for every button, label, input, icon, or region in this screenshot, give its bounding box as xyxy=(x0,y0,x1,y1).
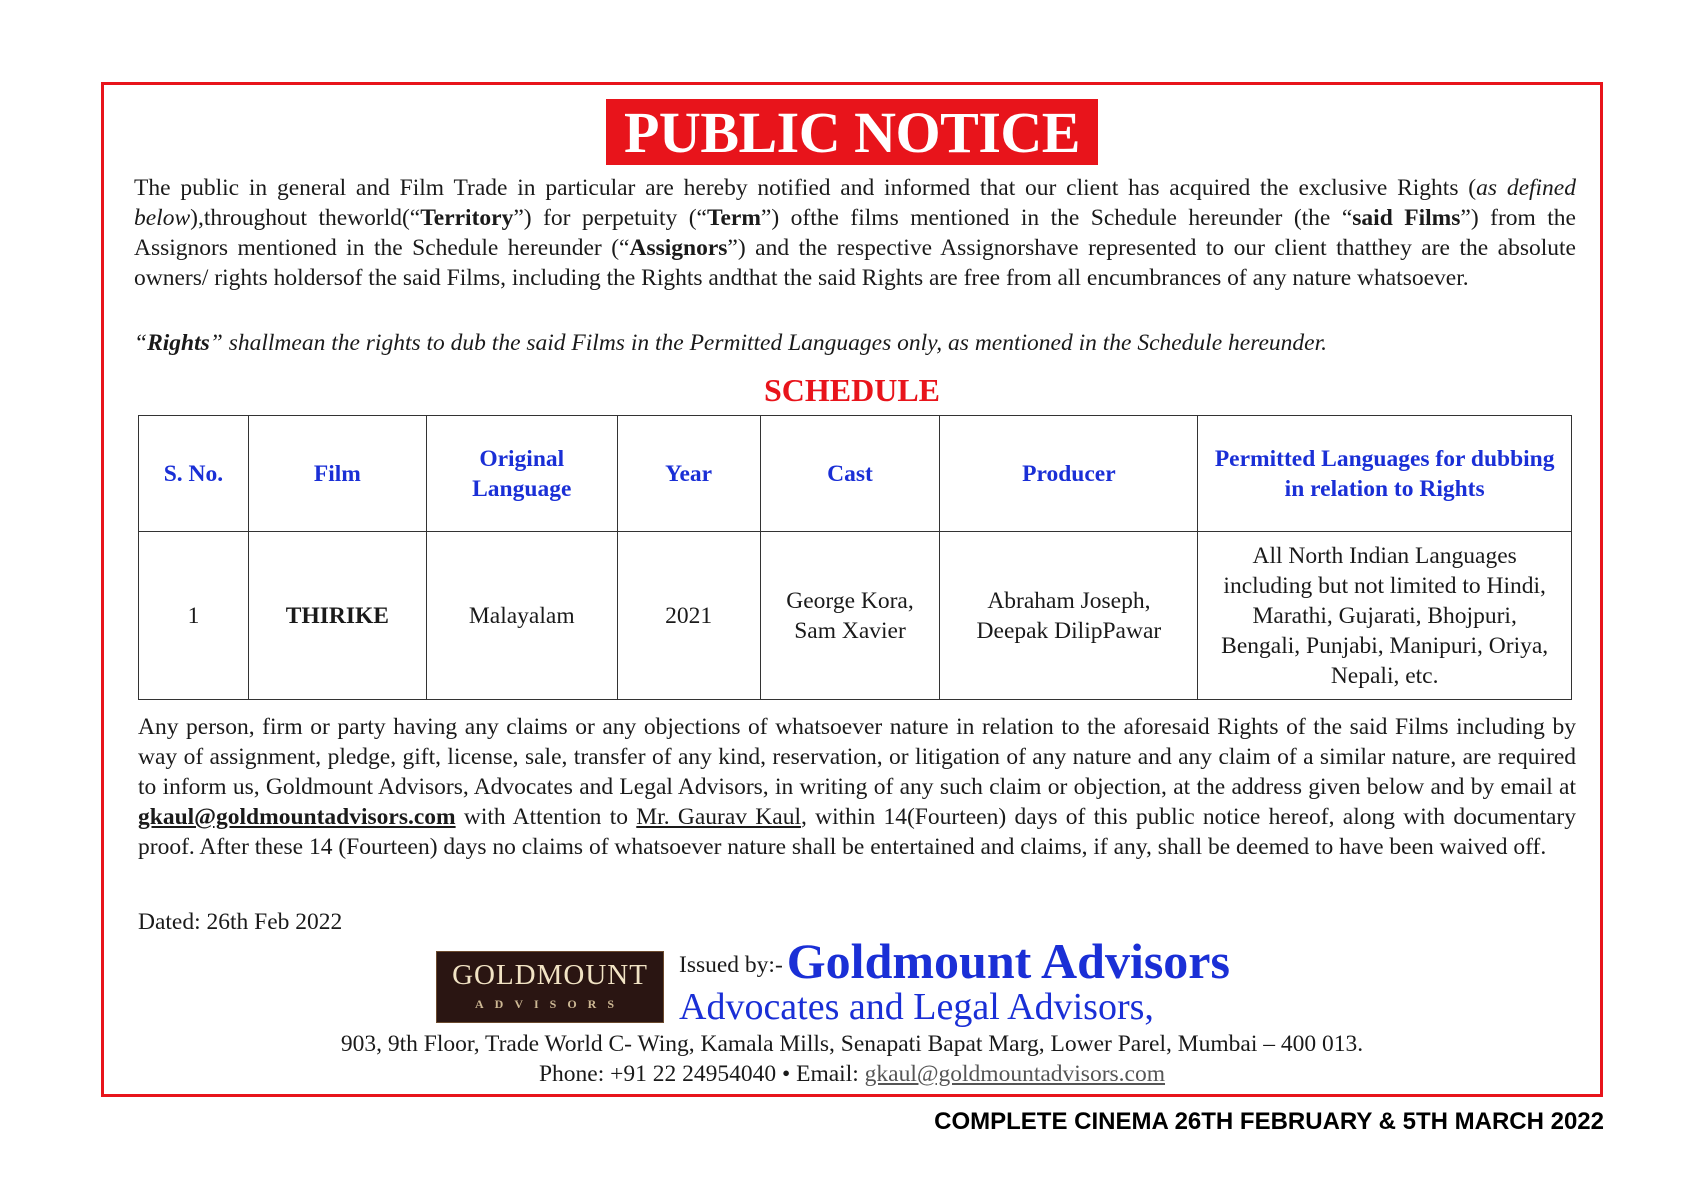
goldmount-logo xyxy=(436,951,664,1023)
header-permitted-languages: Permitted Languages for dubbing in relation to Rights xyxy=(1198,416,1572,532)
claims-text-end: , within 14(Fourteen) days of this public notice hereof, along with documentary proof. After these 14 (Fourteen) days no claims of whatsoever nature shall be entertained and claims, if any, shall be deemed to have been waived off. xyxy=(138,804,1577,860)
table-header-row xyxy=(139,416,1572,532)
para1-run: ”) from the Assignors mentioned in the Schedule hereunder (“ xyxy=(134,205,1576,261)
cell-permitted-languages: All North Indian Languages including but not limited to Hindi, Marathi, Gujarati, Bhojpuri, Bengali, Punjabi, Manipuri, Oriya, Nepali, etc. xyxy=(1198,532,1572,700)
issued-by-label: Issued by:- xyxy=(679,952,783,978)
para1-run: as defined below xyxy=(134,175,1576,231)
firm-name: Goldmount Advisors xyxy=(786,933,1230,989)
cell-film: THIRIKE xyxy=(248,532,426,700)
table-row xyxy=(139,532,1572,700)
para1-run: The public in general and Film Trade in particular are hereby notified and informed that our client has acquired the exclusive Rights ( xyxy=(134,175,1477,201)
phone-text: Phone: +91 22 24954040 • Email: xyxy=(538,1061,865,1087)
header-producer: Producer xyxy=(940,416,1198,532)
para1-run: said Films xyxy=(1352,205,1461,231)
header-original-language: Original Language xyxy=(426,416,617,532)
claims-text-mid: with Attention to xyxy=(455,804,637,830)
title-wrap xyxy=(104,99,1600,165)
cell-original-language: Malayalam xyxy=(426,532,617,700)
notice-frame xyxy=(101,82,1603,1097)
header-sno: S. No. xyxy=(139,416,249,532)
para1-run: Territory xyxy=(420,205,514,231)
issued-by xyxy=(679,933,1230,989)
para2-run: Rights xyxy=(147,330,210,356)
schedule-heading: SCHEDULE xyxy=(763,372,941,408)
header-film: Film xyxy=(248,416,426,532)
firm-address: 903, 9th Floor, Trade World C- Wing, Kamala Mills, Senapati Bapat Marg, Lower Parel, Mumbai – 400 013. xyxy=(340,1031,1364,1057)
logo-wordmark: GOLDMOUNT xyxy=(452,959,648,991)
cell-sno: 1 xyxy=(139,532,249,700)
para1-run: ”) and the respective Assignorshave represented to our client thatthey are the absolute owners/ rights holdersof the said Films, including the Rights andthat the said Rights are free from all encumbrances of any nature whatsoever. xyxy=(134,235,1576,291)
para2-run: ” shallmean the rights to dub the said Films in the Permitted Languages only, as mentioned in the Schedule hereunder. xyxy=(209,330,1327,356)
dated-line: Dated: 26th Feb 2022 xyxy=(138,909,343,935)
contact-email-link[interactable]: gkaul@goldmountadvisors.com xyxy=(864,1061,1166,1087)
claims-paragraph xyxy=(138,712,1576,862)
schedule-table xyxy=(138,415,1572,700)
para1-run: ),throughout theworld(“ xyxy=(190,205,421,231)
logo-subtext: ADVISORS xyxy=(474,997,625,1011)
para1-run: ”) ofthe films mentioned in the Schedule hereunder (the “ xyxy=(760,205,1353,231)
contact-line xyxy=(104,1059,1600,1089)
para1-run: Assignors xyxy=(629,235,728,261)
cell-cast: George Kora, Sam Xavier xyxy=(760,532,940,700)
cell-year: 2021 xyxy=(617,532,760,700)
header-cast: Cast xyxy=(760,416,940,532)
notice-title: PUBLIC NOTICE xyxy=(606,99,1098,165)
para1-run: ”) for perpetuity (“ xyxy=(513,205,707,231)
firm-subtitle: Advocates and Legal Advisors, xyxy=(679,986,1154,1028)
cell-producer: Abraham Joseph, Deepak DilipPawar xyxy=(940,532,1198,700)
claims-email-link[interactable]: gkaul@goldmountadvisors.com xyxy=(138,804,456,830)
publication-footer: COMPLETE CINEMA 26TH FEBRUARY & 5TH MARCH 2022 xyxy=(934,1108,1604,1135)
header-year: Year xyxy=(617,416,760,532)
rights-definition xyxy=(134,328,1576,358)
intro-paragraph xyxy=(134,173,1576,293)
para1-run: Term xyxy=(706,205,761,231)
claims-text: Any person, firm or party having any claims or any objections of whatsoever nature in relation to the aforesaid Rights of the said Films including by way of assignment, pledge, gift, license, sale, transfer of any kind, reservation, or litigation of any nature and any claim of a similar nature, are required to inform us, Goldmount Advisors, Advocates and Legal Advisors, in writing of any such claim or objection, at the address given below and by email at xyxy=(138,714,1576,800)
para2-run: “ xyxy=(134,330,148,356)
attention-name: Mr. Gaurav Kaul xyxy=(636,804,801,830)
